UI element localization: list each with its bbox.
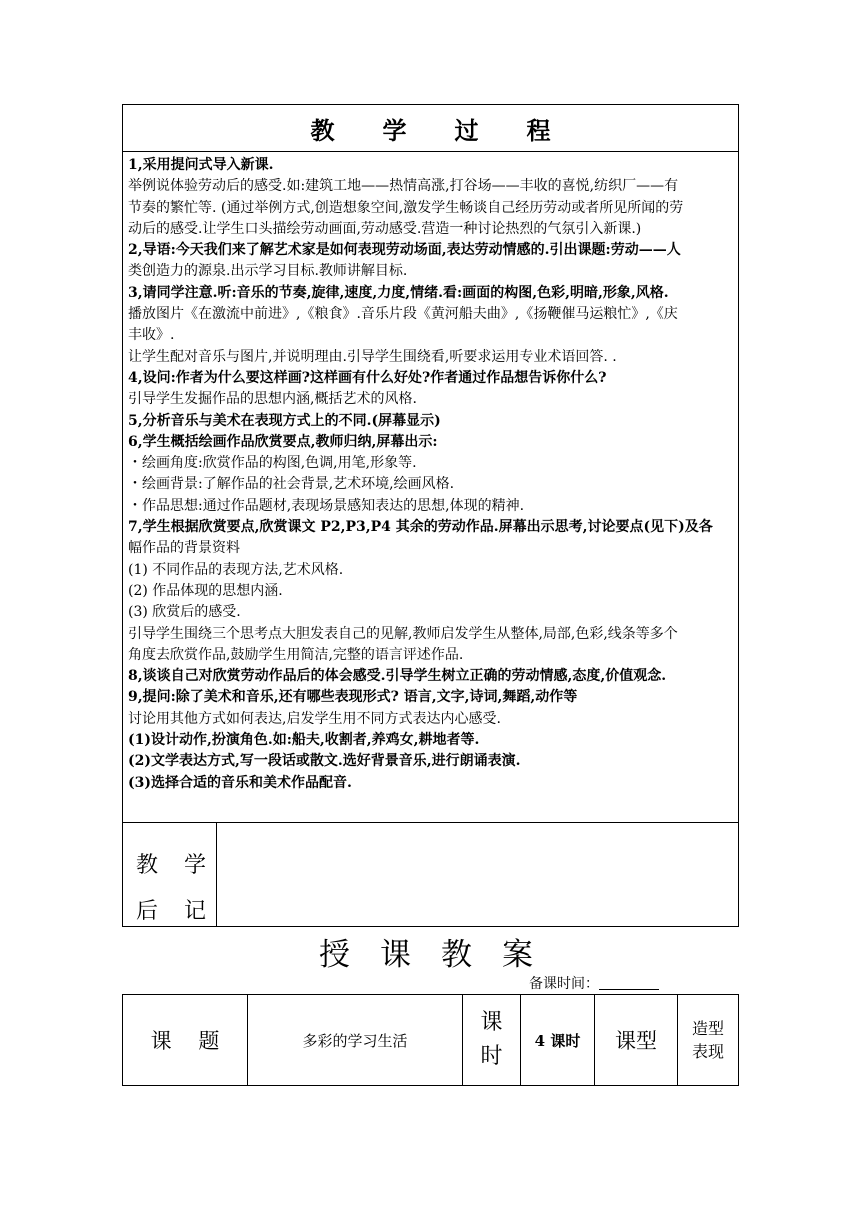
process-line: 举例说体验劳动后的感受.如:建筑工地——热情高涨,打谷场——丰收的喜悦,纺织厂——有 xyxy=(128,178,679,195)
process-line: 5,分析音乐与美术在表现方式上的不同.(屏幕显示) xyxy=(128,412,441,429)
heading-char: 教 xyxy=(441,937,472,973)
process-line: 7,学生根据欣赏要点,欣赏课文 P2,P3,P4 其余的劳动作品.屏幕出示思考,讨论要点(见下)及各 xyxy=(128,519,713,536)
prep-time-blank xyxy=(599,975,659,990)
process-line: 动后的感受.让学生口头描绘劳动画面,劳动感受.营造一种讨论热烈的气氛引入新课.) xyxy=(128,220,642,237)
process-line: ・绘画角度:欣赏作品的构图,色调,用笔,形象等. xyxy=(128,455,417,472)
process-line: 让学生配对音乐与图片,并说明理由.引导学生围绕看,听要求运用专业术语回答. . xyxy=(128,348,617,365)
afterword-char: 学 xyxy=(184,853,207,878)
process-line: ・作品思想:通过作品题材,表现场景感知表达的思想,体现的精神. xyxy=(128,497,525,514)
type-value-line: 表现 xyxy=(691,1042,724,1061)
topic-label: 课 题 xyxy=(150,1029,220,1053)
heading-char: 授 xyxy=(319,937,350,973)
hours-label-char: 课 xyxy=(480,1010,503,1035)
teaching-process-table xyxy=(122,104,739,927)
type-label-cell xyxy=(595,995,678,1085)
title-char: 学 xyxy=(382,115,407,145)
process-line: 9,提问:除了美术和音乐,还有哪些表现形式? 语言,文字,诗词,舞蹈,动作等 xyxy=(128,689,578,706)
topic-value: 多彩的学习生活 xyxy=(302,1031,408,1050)
process-line: (2) 作品体现的思想内涵. xyxy=(128,582,283,599)
title-char: 教 xyxy=(310,115,335,145)
process-line: (1) 不同作品的表现方法,艺术风格. xyxy=(128,561,344,578)
type-label: 课型 xyxy=(615,1029,657,1053)
process-line: (3)选择合适的音乐和美术作品配音. xyxy=(128,774,352,791)
type-value-line: 造型 xyxy=(691,1019,724,1038)
heading-char: 课 xyxy=(380,937,411,973)
prep-time-label: 备课时间： xyxy=(529,976,599,992)
process-line: 3,请同学注意.听:音乐的节奏,旋律,速度,力度,情绪.看:画面的构图,色彩,明暗,形象,风格. xyxy=(128,284,669,301)
process-line: 幅作品的背景资料 xyxy=(128,540,240,557)
topic-value-cell xyxy=(248,995,463,1085)
process-line: 1,采用提问式导入新课. xyxy=(128,157,274,173)
hours-value: 4 课时 xyxy=(534,1031,581,1050)
process-line: 引导学生发掘作品的思想内涵,概括艺术的风格. xyxy=(128,391,417,408)
afterword-char: 记 xyxy=(184,899,207,924)
hours-value-cell xyxy=(521,995,595,1085)
process-line: 2,导语:今天我们来了解艺术家是如何表现劳动场面,表达劳动情感的.引出课题:劳动——人 xyxy=(128,242,681,259)
teaching-process-content xyxy=(128,155,734,794)
topic-label-cell xyxy=(123,995,248,1085)
afterword-char: 教 xyxy=(136,853,159,878)
heading-char: 案 xyxy=(502,937,533,973)
process-line: 4,设问:作者为什么要这样画?这样画有什么好处?作者通过作品想告诉你什么? xyxy=(128,369,607,386)
title-char: 程 xyxy=(526,115,551,145)
process-line: 丰收》. xyxy=(128,327,175,344)
afterword-content xyxy=(223,831,732,921)
process-line: 讨论用其他方式如何表达,启发学生用不同方式表达内心感受. xyxy=(128,710,501,727)
process-line: (2)文学表达方式,写一段话或散文.选好背景音乐,进行朗诵表演. xyxy=(128,753,521,770)
type-value-cell xyxy=(678,995,738,1085)
afterword-char: 后 xyxy=(136,899,159,924)
process-line: 类创造力的源泉.出示学习目标.教师讲解目标. xyxy=(128,263,408,280)
afterword-row xyxy=(123,822,738,927)
process-line: 8,谈谈自己对欣赏劳动作品后的体会感受.引导学生树立正确的劳动情感,态度,价值观念. xyxy=(128,668,667,685)
process-line: (3) 欣赏后的感受. xyxy=(128,604,241,621)
process-line: 节奏的繁忙等. (通过举例方式,创造想象空间,激发学生畅谈自己经历劳动或者所见所闻的劳 xyxy=(128,199,684,216)
lesson-plan-heading xyxy=(319,929,533,974)
process-line: (1)设计动作,扮演角色.如:船夫,收割者,养鸡女,耕地者等. xyxy=(128,732,480,749)
teaching-process-title xyxy=(123,105,738,152)
afterword-label xyxy=(123,823,217,927)
process-line: 引导学生围绕三个思考点大胆发表自己的见解,教师启发学生从整体,局部,色彩,线条等多个 xyxy=(128,625,678,642)
title-char: 过 xyxy=(454,115,479,145)
prep-time xyxy=(529,973,659,993)
hours-label-cell xyxy=(463,995,521,1085)
process-line: 播放图片《在激流中前进》,《粮食》.音乐片段《黄河船夫曲》,《扬鞭催马运粮忙》,《庆 xyxy=(128,306,678,323)
hours-label-char: 时 xyxy=(480,1044,503,1069)
process-line: 角度去欣赏作品,鼓励学生用简洁,完整的语言评述作品. xyxy=(128,646,464,663)
process-line: ・绘画背景:了解作品的社会背景,艺术环境,绘画风格. xyxy=(128,476,455,493)
lesson-info-table xyxy=(122,994,739,1086)
process-line: 6,学生概括绘画作品欣赏要点,教师归纳,屏幕出示: xyxy=(128,433,438,450)
